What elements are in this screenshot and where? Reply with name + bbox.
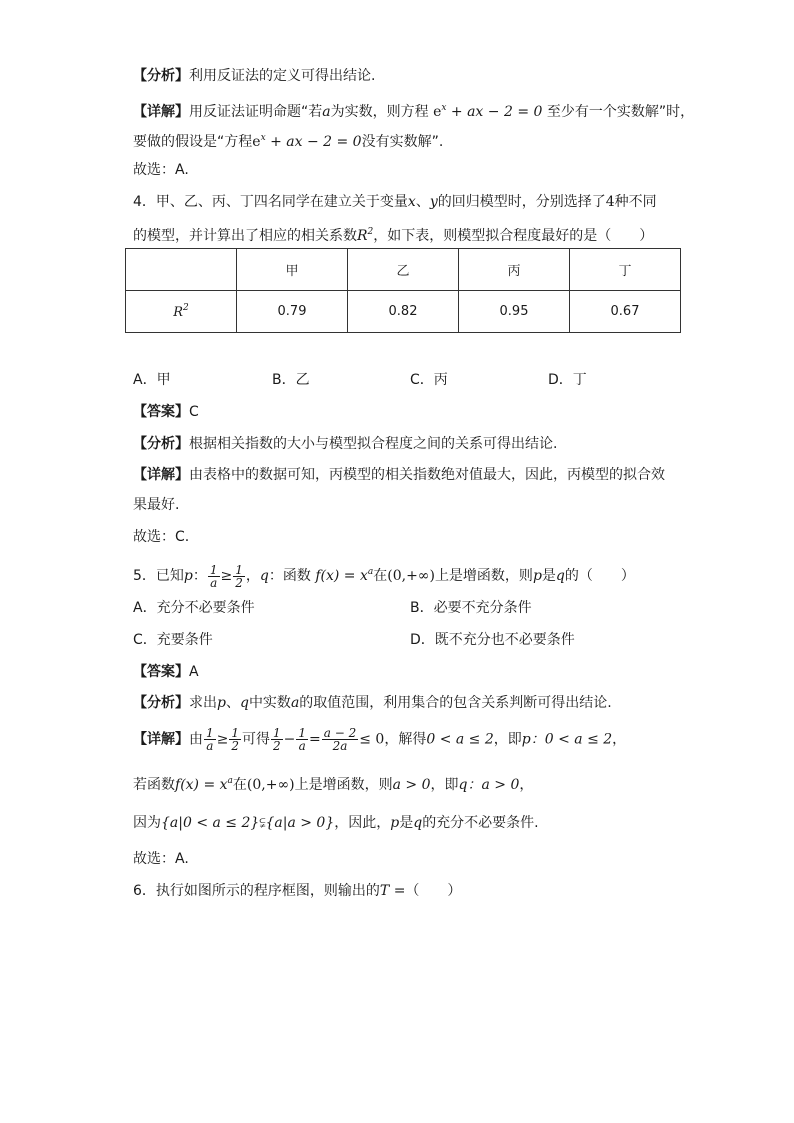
stem-text: 的回归模型时，分别选择了: [437, 194, 606, 210]
correlation-table: [125, 248, 681, 333]
q5-detail-line3: [133, 813, 539, 833]
stem-text: 在: [373, 568, 388, 584]
function-expr: $f(x) = x^a$: [175, 776, 233, 793]
math-var: T: [379, 883, 390, 899]
q3-detail-line1: [133, 98, 694, 122]
detail-text: 要做的假设是“方程: [133, 134, 253, 150]
math-op: −: [283, 731, 296, 748]
fraction: $\frac{1}{a}$: [206, 726, 214, 753]
math-range: a > 0: [392, 777, 431, 793]
detail-text: 至少有一个实数解”时，: [546, 104, 695, 120]
interval: (0,+∞): [387, 568, 435, 584]
math-set: {a|0 < a ≤ 2}: [161, 815, 260, 831]
r-squared: $R^2$: [357, 227, 374, 244]
equation: $e^x$ + ax − 2 = 0: [252, 133, 362, 150]
detail-tag: 【详解】: [133, 467, 189, 483]
math-range: 0 < a ≤ 2: [426, 731, 494, 748]
detail-text: ，: [519, 777, 534, 793]
stem-text: 的模型，并计算出了相应的相关系数: [133, 228, 357, 244]
detail-text: ，解得: [384, 731, 427, 748]
math-var: q: [413, 815, 423, 831]
math-op: ≤ 0: [359, 731, 385, 748]
stem-text: 种不同: [614, 194, 657, 210]
detail-text: 的充分不必要条件.: [422, 815, 539, 831]
stem-text: 上是增函数，则: [434, 568, 533, 584]
option-b[interactable]: B．乙: [272, 372, 310, 388]
math-set: {a|a > 0}: [265, 815, 335, 831]
math-op: =: [309, 731, 321, 748]
option-a[interactable]: A．甲: [133, 372, 171, 388]
detail-text: ，即: [430, 777, 459, 793]
stem-text: 、: [415, 194, 430, 210]
math-op: ⫋: [259, 815, 266, 831]
analysis-text: 求出: [189, 695, 217, 711]
detail-text: 可得: [242, 731, 271, 748]
table-header-cell: 丁: [570, 249, 681, 291]
q5-stem: [133, 562, 635, 589]
option-c[interactable]: C．丙: [410, 372, 448, 388]
math-var: a: [322, 104, 331, 120]
detail-text: 上是增函数，则: [294, 777, 393, 793]
math-range: p：0 < a ≤ 2: [521, 731, 613, 748]
stem-text: 的（ ）: [564, 568, 635, 584]
analysis-text: 、: [225, 695, 240, 711]
interval: (0,+∞): [246, 777, 295, 793]
stem-text: ：函数: [268, 568, 311, 584]
detail-text: 在: [232, 777, 247, 793]
analysis-text: 的取值范围，利用集合的包含关系判断可得出结论.: [299, 695, 612, 711]
equation: $e^x$ + ax − 2 = 0: [433, 103, 543, 120]
table-cell: 0.79: [237, 291, 348, 333]
q3-detail-line2: [133, 128, 443, 152]
math-range: q：a > 0: [458, 777, 520, 793]
detail-text: 因为: [133, 815, 161, 831]
math-var: p: [390, 815, 400, 831]
q5-detail-line1: [133, 727, 626, 752]
detail-text: 由表格中的数据可知，丙模型的相关指数绝对值最大，因此，丙模型的拟合效: [189, 467, 665, 483]
math-var: p: [532, 568, 542, 584]
math-var: a: [290, 695, 300, 711]
table-cell: 0.95: [459, 291, 570, 333]
table-row-label: $R^2$: [126, 291, 237, 333]
q3-analysis: [133, 66, 375, 86]
analysis-text: 中实数: [248, 695, 291, 711]
q5-analysis: [133, 693, 612, 713]
math-op: ≥: [220, 568, 233, 584]
option-a[interactable]: A．充分不必要条件: [133, 600, 255, 616]
answer-tag: 【答案】: [133, 664, 189, 680]
q4-stem-line2: [133, 222, 653, 246]
q6-stem: [133, 881, 461, 901]
answer-value: A: [189, 664, 199, 680]
table-header-cell: 丙: [459, 249, 570, 291]
stem-text: ，: [245, 568, 260, 584]
answer-value: C: [189, 404, 199, 420]
stem-text: 是: [541, 568, 556, 584]
table-cell: 0.82: [348, 291, 459, 333]
analysis-tag: 【分析】: [133, 68, 189, 84]
math-var: x: [407, 194, 416, 210]
stem-text: 6．执行如图所示的程序框图，则输出的: [133, 883, 380, 899]
detail-text: 用反证法证明命题“若: [189, 104, 323, 120]
q5-answer: [133, 662, 199, 682]
table-header-cell: 甲: [237, 249, 348, 291]
detail-text: 为实数，则方程: [330, 104, 429, 120]
detail-text: ，因此，: [334, 815, 391, 831]
stem-text: =（ ）: [389, 883, 462, 899]
fraction: $\frac{a - 2}{2a}$: [323, 726, 357, 753]
fraction: $\frac{1}{a}$: [209, 562, 218, 590]
q3-choose: 故选：A.: [133, 162, 189, 178]
detail-tag: 【详解】: [133, 731, 189, 748]
option-d[interactable]: D．既不充分也不必要条件: [410, 632, 575, 648]
fraction: $\frac{1}{2}$: [235, 562, 243, 590]
table-header-cell: [126, 249, 237, 291]
q4-stem-line1: [133, 192, 657, 212]
stem-text: 4．甲、乙、丙、丁四名同学在建立关于变量: [133, 194, 408, 210]
fraction: $\frac{1}{2}$: [273, 726, 281, 753]
math-op: ≥: [216, 731, 229, 748]
q5-detail-line2: [133, 771, 533, 795]
math-var: q: [555, 568, 565, 584]
q4-detail-line2: 果最好.: [133, 497, 180, 513]
q4-detail-line1: [133, 465, 665, 485]
math-var: y: [429, 194, 438, 210]
math-var: q: [259, 568, 269, 584]
analysis-tag: 【分析】: [133, 695, 189, 711]
table-cell: 0.67: [570, 291, 681, 333]
q4-analysis: [133, 434, 557, 454]
detail-text: 若函数: [133, 777, 175, 793]
detail-text: 由: [189, 731, 203, 748]
detail-text: 是: [399, 815, 414, 831]
stem-text: 5．已知: [133, 568, 184, 584]
table-row: [126, 291, 681, 333]
detail-text: ，即: [493, 731, 522, 748]
fraction: $\frac{1}{a}$: [298, 726, 307, 753]
math-var: p: [217, 695, 226, 711]
math-num: 4: [605, 194, 615, 210]
table-header-cell: 乙: [348, 249, 459, 291]
analysis-tag: 【分析】: [133, 436, 189, 452]
analysis-text: 根据相关指数的大小与模型拟合程度之间的关系可得出结论.: [189, 436, 558, 452]
table-header-row: [126, 249, 681, 291]
analysis-text: 利用反证法的定义可得出结论.: [189, 68, 376, 84]
math-var: q: [239, 695, 249, 711]
q5-choose: 故选：A.: [133, 851, 189, 867]
math-var: p: [183, 568, 193, 584]
detail-text: 没有实数解”.: [361, 134, 444, 150]
answer-tag: 【答案】: [133, 404, 189, 420]
detail-tag: 【详解】: [133, 104, 189, 120]
detail-text: ，: [612, 731, 627, 748]
stem-text: ，如下表，则模型拟合程度最好的是（ ）: [373, 228, 654, 244]
option-b[interactable]: B．必要不充分条件: [410, 600, 532, 616]
fraction: $\frac{1}{2}$: [231, 726, 240, 753]
option-c[interactable]: C．充要条件: [133, 632, 213, 648]
stem-text: ：: [192, 568, 207, 584]
q4-choose: 故选：C.: [133, 529, 190, 545]
q4-answer: [133, 402, 199, 422]
option-d[interactable]: D．丁: [548, 372, 587, 388]
function-expr: $f(x) = x^a$: [315, 567, 374, 584]
